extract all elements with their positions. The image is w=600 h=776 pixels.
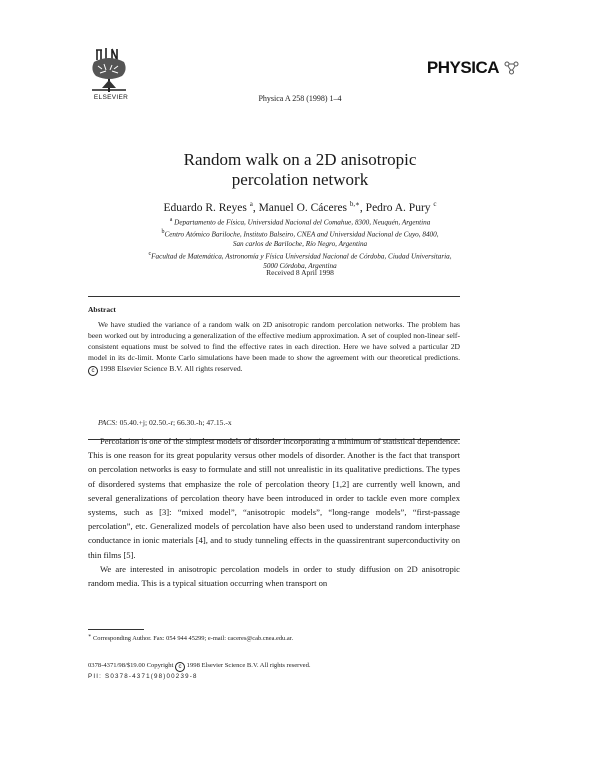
footnote-rule — [88, 629, 144, 630]
issn-block — [88, 661, 311, 683]
affiliation-continued: San carlos de Bariloche, Río Negro, Argentina — [232, 239, 368, 248]
abstract-top-rule — [88, 296, 460, 297]
issn-prefix: 0378-4371/98/$19.00 Copyright — [88, 662, 174, 669]
affiliation-mark: a — [169, 217, 173, 223]
affiliation — [86, 216, 514, 228]
author-affil-mark: b,∗ — [349, 200, 360, 208]
journal-reference: Physica A 258 (1998) 1–4 — [258, 94, 342, 103]
pacs-line — [98, 418, 232, 427]
author-separator: , — [359, 201, 363, 214]
pii-line: PII: S0378-4371(98)00239-8 — [88, 673, 198, 680]
affiliation — [86, 228, 514, 240]
journal-brand — [427, 58, 522, 78]
affiliation-continued: 5000 Córdoba, Argentina — [263, 261, 337, 270]
title-line: percolation network — [231, 170, 369, 189]
copyright-icon: c — [175, 662, 185, 672]
issn-suffix: 1998 Elsevier Science B.V. All rights reserved. — [186, 662, 311, 669]
issn-line — [88, 661, 311, 672]
author-affil-mark: c — [433, 200, 437, 208]
physica-mark-icon — [502, 60, 522, 76]
affiliation-text: Departamento de Física, Universidad Nacional del Comahue, 8300, Neuquén, Argentina — [174, 218, 431, 227]
abstract-heading: Abstract — [88, 305, 116, 314]
title-line: Random walk on a 2D anisotropic — [183, 150, 417, 169]
journal-brand-name: PHYSICA — [426, 58, 499, 77]
footnote-mark: ∗ — [88, 634, 92, 639]
author-name: Eduardo R. Reyes — [163, 201, 247, 214]
affiliation — [86, 250, 514, 262]
body-paragraph: We are interested in anisotropic percolation models in order to study diffusion on 2D anisotropic random media. This is a typical situation occurring when transport on — [88, 563, 460, 589]
affiliation-text: Facultad de Matemática, Astronomía y Física Universidad Nacional de Córdoba, Ciudad Universitaria, — [151, 251, 452, 260]
publisher-logo-text: ELSEVIER — [93, 94, 129, 101]
pacs-codes: 05.40.+j; 02.50.-r; 66.30.-h; 47.15.-x — [119, 418, 232, 427]
author-separator: , — [252, 201, 256, 214]
author-affil-mark: a — [249, 200, 253, 208]
affiliation-mark: b — [161, 228, 165, 235]
elsevier-tree-logo — [88, 44, 130, 94]
abstract-body — [88, 320, 460, 376]
copyright-icon: c — [88, 366, 98, 376]
affiliations — [86, 216, 514, 271]
pacs-label: PACS: — [98, 418, 118, 427]
author-name: Pedro A. Pury — [365, 201, 431, 214]
body-paragraph: Percolation is one of the simplest models of disorder incorporating a minimum of statistical dependence. This is one reason for its great popularity versus other models of disorder. Another is the fact that transport on percolation networks is easy to formulate and still not unrealistic in its qualitative predictions. The types of disordered systems that emphasize the role of percolation theory [1,2] are currently well known, and several generalizations of percolation theory have been introduced in order to tackle even more complex systems, such as [3]: “mixed model”, “anisotropic models”, “long-range models”, “first-passage percolation”, etc. Generalized models of percolation have also been used to understand random interphase conductance in ionic materials [4], and to study tunneling effects in the quassirentrant superconductivity on thin films [5]. — [88, 436, 460, 560]
abstract-text: We have studied the variance of a random walk on 2D anisotropic random percolation networks. The problem has been worked out by introducing a generalization of the effective medium approximation. A set of coupled non-linear self-consistent equations must be solved to find the effective rates in each direction. Here we have solved a particular 2D model in its dc-limit. Monte Carlo simulations have been made to show the agreement with our theoretical predictions. — [88, 320, 460, 362]
body-text — [88, 434, 460, 590]
abstract-copyright: 1998 Elsevier Science B.V. All rights reserved. — [99, 363, 243, 373]
footnote-text: Corresponding Author. Fax: 054 944 45299; e-mail: caceres@cab.cnea.edu.ar. — [93, 635, 294, 643]
footnote — [88, 633, 293, 642]
author-list — [0, 200, 600, 214]
affiliation-mark: c — [148, 250, 152, 257]
paper-title — [0, 150, 600, 190]
received-date: Received 8 April 1998 — [266, 268, 334, 277]
author-name: Manuel O. Cáceres — [258, 201, 348, 214]
affiliation-text: Centro Atómico Bariloche, Instituto Balseiro, CNEA and Universidad Nacional de Cuyo, 8400, — [164, 230, 439, 239]
